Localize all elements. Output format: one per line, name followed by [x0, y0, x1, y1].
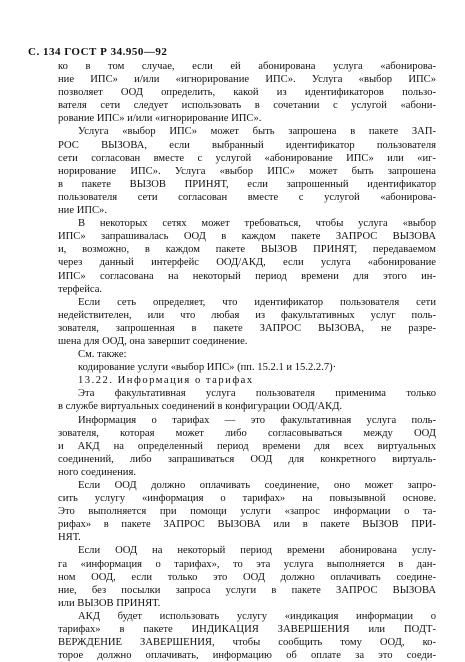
text-line: 13.22. Информация о тарифах: [78, 375, 254, 387]
text-line: или ВЫЗОВ ПРИНЯТ.: [58, 597, 161, 609]
paragraph: [58, 610, 436, 662]
text-line: Если сеть определяет, что идентификатор пользователя сети: [78, 296, 436, 308]
page-header: С. 134 ГОСТ Р 34.950—92: [28, 46, 168, 58]
paragraph: [58, 60, 436, 125]
text-line: ного соединения.: [58, 466, 136, 478]
text-line: Информация о тарифах — это факультативная услуга поль-: [78, 414, 436, 426]
paragraph: [58, 348, 436, 374]
text-line: кодирование услуги «выбор ИПС» (пп. 15.2.1 и 15.2.2.7)·: [78, 362, 337, 374]
text-line: Если ООД должно оплачивать соединение, оно может запро-: [78, 480, 436, 491]
text-line: шена для ООД, она завершит соединение.: [58, 335, 248, 347]
text-line: ние ИПС».: [58, 205, 108, 217]
text-line: вателя сети следует использовать в сочетании с услугой «абони-: [58, 100, 436, 112]
paragraph: [58, 217, 436, 296]
text-line: в службе виртуальных соединений в конфигурации ООД/АКД.: [58, 401, 343, 413]
paragraph: [58, 296, 436, 348]
text-line: Эта факультативная услуга пользователя применима только: [78, 388, 436, 400]
paragraph: [58, 414, 436, 479]
text-line: зователя, которая может либо согласовываться между ООД: [58, 427, 436, 439]
text-line: НЯТ.: [58, 532, 81, 544]
text-line: сить услугу «информация о тарифах» на повызывной основе.: [58, 493, 436, 505]
text-line: ном ООД, если только это ООД должно оплачивать соедине-: [58, 571, 436, 583]
text-line: В некоторых сетях может требоваться, чтобы услуга «выбор: [78, 218, 436, 230]
text-line: га «информация о тарифах», то эта услуга выполняется в дан-: [58, 558, 436, 570]
text-line: рование ИПС» и/или «игнорирование ИПС».: [58, 113, 262, 125]
text-line: торое должно оплачивать, информацию об оплате за это соеди-: [58, 650, 436, 662]
text-line: ВЕРЖДЕНИЕ ЗАВЕРШЕНИЯ, чтобы сообщить тому ООД, ко-: [58, 637, 436, 649]
text-line: См. также:: [78, 349, 127, 361]
paragraph: [58, 387, 436, 413]
text-line: Это выполняется при помощи услуги «запрос информации о та-: [58, 506, 436, 518]
text-line: ИПС» запрашивалась ООД в каждом пакете ЗАПРОС ВЫЗОВА: [58, 231, 436, 243]
text-line: РОС ВЫЗОВА, если выбранный идентификатор пользователя: [58, 139, 436, 151]
text-line: ИПС» согласована на некоторый период времени для этого ин-: [58, 270, 436, 282]
text-line: зователя, запрошенная в пакете ЗАПРОС ВЫЗОВА, не разре-: [58, 322, 436, 334]
text-line: сети согласован вместе с услугой «абонирование ИПС» или «иг-: [58, 152, 436, 164]
text-line: и АКД на определенный период времени для всех виртуальных: [58, 440, 436, 452]
paragraph: [58, 479, 436, 544]
text-line: ние, без посылки запроса услуги в пакете ЗАПРОС ВЫЗОВА: [58, 584, 436, 596]
text-line: и, возможно, в каждом пакете ВЫЗОВ ПРИНЯТ, передаваемом: [58, 244, 436, 256]
text-line: позволяет ООД определить, какой из идентификаторов пользо-: [58, 87, 436, 99]
text-line: терфейса.: [58, 283, 103, 295]
text-line: через данный интерфейс ООД/АКД, если услуга «абонирование: [58, 257, 436, 269]
text-line: АКД будет использовать услугу «индикация информации о: [78, 610, 436, 622]
text-line: в пакете ВЫЗОВ ПРИНЯТ, если запрошенный идентификатор: [58, 178, 436, 190]
text-line: Услуга «выбор ИПС» может быть запрошена в пакете ЗАП-: [78, 126, 436, 138]
text-line: ко в том случае, если ей абонирована услуга «абонирова-: [58, 61, 436, 72]
paragraph: [58, 125, 436, 217]
body-text: [58, 60, 436, 662]
text-line: пользователя сети согласован вместе с услугой «абонирова-: [58, 191, 436, 203]
text-line: соединений, либо запрашиваться ООД для конкретного виртуаль-: [58, 453, 436, 465]
text-line: тарифах» в пакете ИНДИКАЦИЯ ЗАВЕРШЕНИЯ или ПОДТ-: [58, 624, 436, 636]
text-line: норирование ИПС». Услуга «выбор ИПС» может быть запрошена: [58, 165, 436, 177]
text-line: ние ИПС» и/или «игнорирование ИПС». Услуга «выбор ИПС»: [58, 74, 436, 86]
text-line: Если ООД на некоторый период времени абонирована услу-: [78, 545, 436, 557]
text-line: рифах» в пакете ЗАПРОС ВЫЗОВА или в пакете ВЫЗОВ ПРИ-: [58, 519, 436, 531]
text-line: недействителен, или что любая из факультативных услуг поль-: [58, 309, 436, 321]
section-heading: [58, 374, 436, 387]
paragraph: [58, 544, 436, 609]
